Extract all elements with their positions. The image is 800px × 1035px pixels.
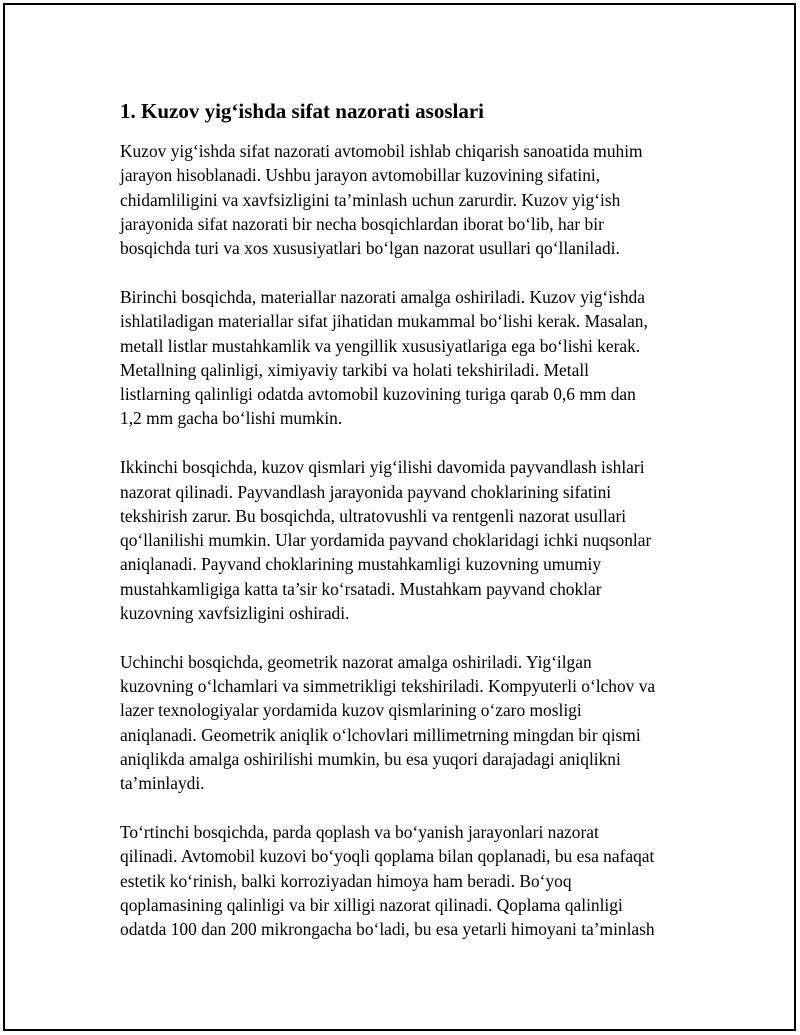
text-line: Metallning qalinligi, ximiyaviy tarkibi va holati tekshiriladi. Metall	[120, 359, 589, 380]
text-line: kuzovning o‘lchamlari va simmetrikligi tekshiriladi. Kompyuterli o‘lchov va	[120, 676, 656, 697]
document-body	[120, 97, 695, 966]
text-line: metall listlar mustahkamlik va yengillik xususiyatlariga ega bo‘lishi kerak.	[120, 335, 641, 356]
text-line: 1,2 mm gacha bo‘lishi mumkin.	[120, 408, 343, 429]
text-line: aniqlanadi. Payvand choklarining mustahkamligi kuzovning umumiy	[120, 554, 602, 575]
text-line: jarayonida sifat nazorati bir necha bosqichlardan iborat bo‘lib, har bir	[120, 213, 604, 234]
text-line: Ikkinchi bosqichda, kuzov qismlari yig‘ilishi davomida payvandlash ishlari	[120, 457, 645, 478]
text-line: qilinadi. Avtomobil kuzovi bo‘yoqli qoplama bilan qoplanadi, bu esa nafaqat	[120, 846, 655, 867]
text-line: chidamliligini va xavfsizligini ta’minlash uchun zarurdir. Kuzov yig‘ish	[120, 189, 621, 210]
text-line: nazorat qilinadi. Payvandlash jarayonida payvand choklarining sifatini	[120, 481, 612, 502]
text-line: ishlatiladigan materiallar sifat jihatidan mukammal bo‘lishi kerak. Masalan,	[120, 311, 648, 332]
text-line: estetik ko‘rinish, balki korroziyadan himoya ham beradi. Bo‘yoq	[120, 870, 572, 891]
text-line: bosqichda turi va xos xususiyatlari bo‘lgan nazorat usullari qo‘llaniladi.	[120, 238, 620, 259]
paragraph-5	[120, 820, 695, 941]
text-line: odatda 100 dan 200 mikrongacha bo‘ladi, bu esa yetarli himoyani ta’minlash	[120, 919, 655, 940]
text-line: jarayon hisoblanadi. Ushbu jarayon avtomobillar kuzovining sifatini,	[120, 165, 601, 186]
text-line: tekshirish zarur. Bu bosqichda, ultratovushli va rentgenli nazorat usullari	[120, 505, 627, 526]
paragraph-2	[120, 285, 695, 431]
text-line: qoplamasining qalinligi va bir xilligi nazorat qilinadi. Qoplama qalinligi	[120, 895, 623, 916]
paragraph-4	[120, 650, 695, 796]
paragraph-1	[120, 139, 695, 260]
text-line: mustahkamligiga katta ta’sir ko‘rsatadi. Mustahkam payvand choklar	[120, 578, 602, 599]
text-line: Birinchi bosqichda, materiallar nazorati amalga oshiriladi. Kuzov yig‘ishda	[120, 286, 645, 307]
text-line: Uchinchi bosqichda, geometrik nazorat amalga oshiriladi. Yig‘ilgan	[120, 651, 592, 672]
section-title: 1. Kuzov yig‘ishda sifat nazorati asoslari	[120, 99, 485, 123]
text-line: aniqlanadi. Geometrik aniqlik o‘lchovlari millimetrning mingdan bir qismi	[120, 724, 641, 745]
text-line: Kuzov yig‘ishda sifat nazorati avtomobil ishlab chiqarish sanoatida muhim	[120, 141, 643, 161]
text-line: To‘rtinchi bosqichda, parda qoplash va bo‘yanish jarayonlari nazorat	[120, 822, 599, 843]
paragraph-3	[120, 455, 695, 625]
text-line: ta’minlaydi.	[120, 773, 205, 794]
text-line: kuzovning xavfsizligini oshiradi.	[120, 603, 350, 624]
page-frame	[3, 3, 796, 1031]
text-line: listlarning qalinligi odatda avtomobil kuzovining turiga qarab 0,6 mm dan	[120, 384, 636, 405]
text-line: aniqlikda amalga oshirilishi mumkin, bu esa yuqori darajadagi aniqlikni	[120, 749, 621, 770]
text-line: lazer texnologiyalar yordamida kuzov qismlarining o‘zaro mosligi	[120, 700, 582, 721]
text-line: qo‘llanilishi mumkin. Ular yordamida payvand choklaridagi ichki nuqsonlar	[120, 530, 652, 551]
